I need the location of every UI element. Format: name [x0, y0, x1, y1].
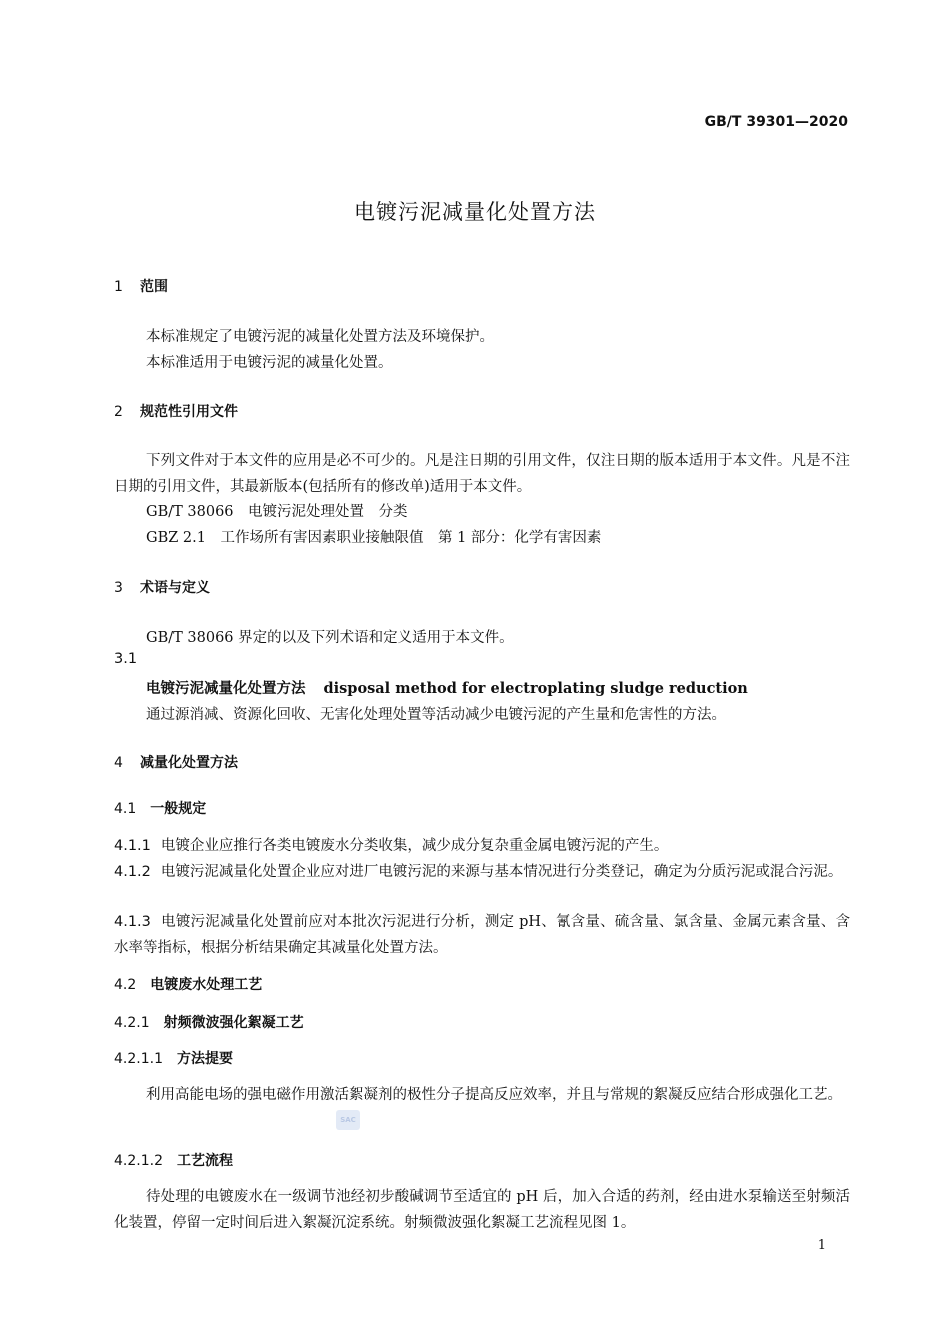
reference-item-2: GBZ 2.1 工作场所有害因素职业接触限值 第 1 部分：化学有害因素 [146, 530, 602, 546]
subsection-4-1-heading [114, 798, 206, 818]
subsection-4-2-1-heading [114, 1012, 304, 1032]
clause-4-1-3 [114, 909, 850, 961]
section-number: 2 [114, 404, 123, 420]
subsection-number: 4.2.1.2 [114, 1153, 163, 1169]
clause-4-1-1 [114, 833, 850, 859]
subsection-title: 射频微波强化絮凝工艺 [163, 1015, 304, 1031]
clause-number: 4.1.1 [114, 838, 151, 854]
subsection-number: 4.2 [114, 977, 137, 993]
method-summary-paragraph: 利用高能电场的强电磁作用激活絮凝剂的极性分子提高反应效率，并且与常规的絮凝反应结合形成强化工艺。 [146, 1087, 842, 1103]
clause-text: 电镀企业应推行各类电镀废水分类收集，减少成分复杂重金属电镀污泥的产生。 [160, 838, 669, 854]
scope-paragraph-2: 本标准适用于电镀污泥的减量化处置。 [146, 355, 393, 371]
section-title: 术语与定义 [140, 580, 210, 596]
subsection-title: 一般规定 [150, 801, 207, 817]
term-number: 3.1 [114, 651, 138, 667]
section-title: 规范性引用文件 [140, 404, 238, 420]
scope-paragraph-1: 本标准规定了电镀污泥的减量化处置方法及环境保护。 [146, 329, 494, 345]
section-1-heading [114, 276, 168, 296]
clause-number: 4.1.3 [114, 914, 151, 930]
subsection-title: 电镀废水处理工艺 [150, 977, 263, 993]
subsection-number: 4.1 [114, 801, 137, 817]
term-english: disposal method for electroplating sludge reduction [323, 680, 748, 697]
term-title [146, 677, 748, 698]
section-2-heading [114, 401, 238, 421]
term-chinese: 电镀污泥减量化处置方法 [146, 680, 306, 697]
term-definition: 通过源消减、资源化回收、无害化处理处置等活动减少电镀污泥的产生量和危害性的方法。 [146, 707, 726, 723]
subsection-title: 方法提要 [176, 1051, 233, 1067]
reference-item-1: GB/T 38066 电镀污泥处理处置 分类 [146, 504, 408, 520]
subsection-title: 工艺流程 [176, 1153, 233, 1169]
process-flow-paragraph: 待处理的电镀废水在一级调节池经初步酸碱调节至适宜的 pH 后，加入合适的药剂，经由进水泵输送至射频活化装置，停留一定时间后进入絮凝沉淀系统。射频微波强化絮凝工艺流程见图 1。 [114, 1189, 850, 1231]
clause-number: 4.1.2 [114, 864, 151, 880]
clause-text: 电镀污泥减量化处置前应对本批次污泥进行分析，测定 pH、氰含量、硫含量、氯含量、金属元素含量、含水率等指标，根据分析结果确定其减量化处置方法。 [114, 914, 850, 956]
sac-watermark: SAC [336, 1110, 360, 1130]
subsection-4-2-1-2-heading [114, 1150, 233, 1170]
section-number: 3 [114, 580, 123, 596]
standard-code: GB/T 39301—2020 [704, 114, 848, 130]
section-4-heading [114, 752, 238, 772]
clause-text: 电镀污泥减量化处置企业应对进厂电镀污泥的来源与基本情况进行分类登记，确定为分质污泥或混合污泥。 [160, 864, 843, 880]
section-number: 1 [114, 279, 123, 295]
document-title: 电镀污泥减量化处置方法 [354, 200, 596, 224]
section-3-heading [114, 577, 210, 597]
normative-references-intro: 下列文件对于本文件的应用是必不可少的。凡是注日期的引用文件，仅注日期的版本适用于本文件。凡是不注日期的引用文件，其最新版本(包括所有的修改单)适用于本文件。 [114, 453, 850, 495]
subsection-number: 4.2.1.1 [114, 1051, 163, 1067]
terms-intro: GB/T 38066 界定的以及下列术语和定义适用于本文件。 [146, 630, 514, 646]
subsection-4-2-1-1-heading [114, 1048, 233, 1068]
subsection-number: 4.2.1 [114, 1015, 150, 1031]
section-number: 4 [114, 755, 123, 771]
page-number: 1 [817, 1238, 826, 1253]
clause-4-1-2 [114, 859, 850, 885]
section-title: 减量化处置方法 [140, 755, 238, 771]
section-title: 范围 [140, 279, 168, 295]
subsection-4-2-heading [114, 974, 262, 994]
